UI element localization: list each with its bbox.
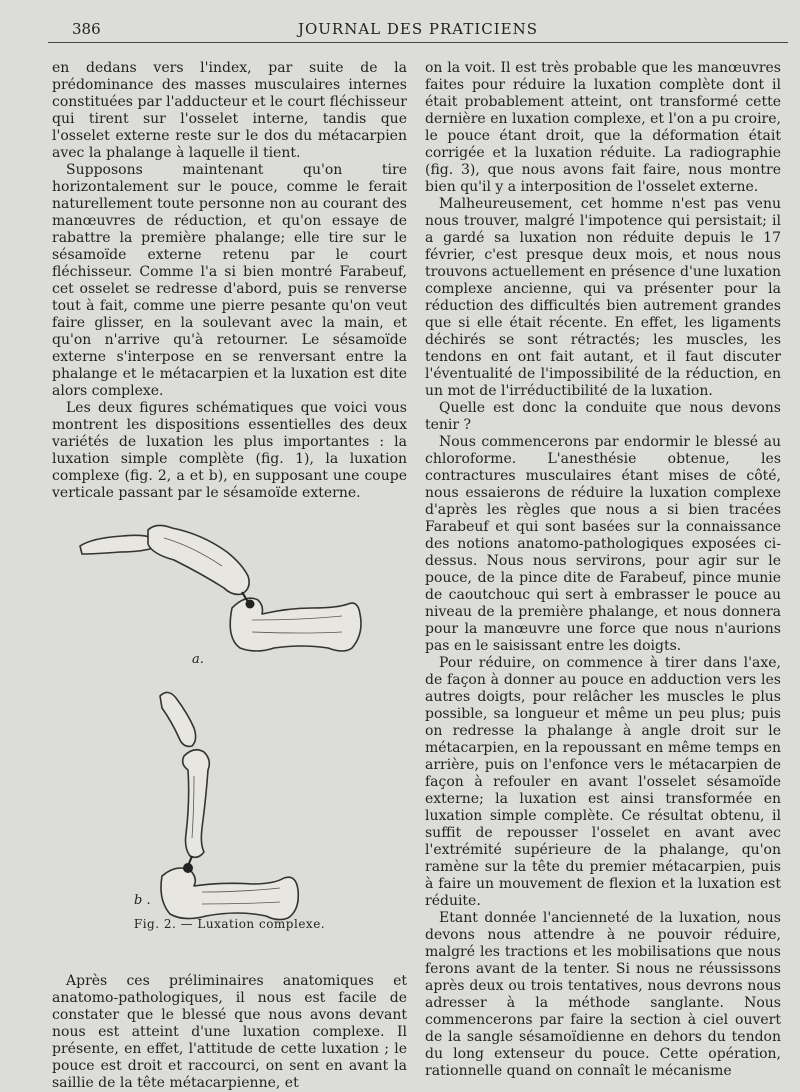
right-column bbox=[425, 60, 781, 1080]
figure-luxation-complexe bbox=[52, 508, 407, 963]
paragraph: en dedans vers l'index, par suite de la prédominance des masses musculaires internes constituées par l'adducteur et le court fléchisseur qui tirent sur l'osselet interne, tandis que l'osselet externe reste sur le dos du métacarpien avec la phalange à laquelle il tient. bbox=[52, 60, 407, 161]
left-column bbox=[52, 60, 407, 1092]
paragraph: Etant donnée l'ancienneté de la luxation, nous devons nous attendre à ne pouvoir réduire, malgré les tractions et les mobilisations que nous ferons avant de la tenter. Si nous ne réussissons après deux ou trois tentatives, nous devrons nous adresser à la méthode sanglante. Nous commencerons par faire la section à ciel ouvert de la sangle sésamoïdienne en dehors du tendon du long extenseur du pouce. Cette opération, rationnelle quand on connaît le mécanisme bbox=[425, 910, 781, 1079]
header-rule bbox=[48, 42, 788, 43]
paragraph: Les deux figures schématiques que voici vous montrent les dispositions essentielles des deux variétés de luxation les plus importantes : la luxation simple complète (fig. 1), la luxation complexe (fig. 2, a et b), en supposant une coupe verticale passant par le sésamoïde externe. bbox=[52, 400, 407, 501]
page-number: 386 bbox=[72, 20, 101, 38]
paragraph: Supposons maintenant qu'on tire horizontalement sur le pouce, comme le ferait naturellement toute personne non au courant des manœuvres de réduction, et qu'on essaye de rabattre la première phalange; elle tire sur le sésamoïde externe retenu par le court fléchisseur. Comme l'a si bien montré Farabeuf, cet osselet se redresse d'abord, puis se renverse tout à fait, comme une pierre pesante qu'on veut faire glisser, en la soulevant avec la main, et qu'on n'arrive qu'à retourner. Le sésamoïde externe s'interpose en se renversant entre la phalange et le métacarpien et la luxation est dite alors complexe. bbox=[52, 162, 407, 399]
bone-illustration bbox=[52, 508, 407, 963]
journal-title: JOURNAL DES PRATICIENS bbox=[297, 20, 539, 38]
paragraph: Nous commencerons par endormir le blessé au chloroforme. L'anesthésie obtenue, les contractures musculaires étant mises de côté, nous essaierons de réduire la luxation complexe d'après les règles que nous a si bien tracées Farabeuf et qui sont basées sur la connaissance des notions anatomo-pathologiques exposées ci-dessus. Nous nous servirons, pour agir sur le pouce, de la pince dite de Farabeuf, pince munie de caoutchouc qui sert à embrasser le pouce au niveau de la première phalange, et nous donnera pour la manœuvre une force que nous n'aurions pas en le saisissant entre les doigts. bbox=[425, 434, 781, 654]
paragraph: Malheureusement, cet homme n'est pas venu nous trouver, malgré l'impotence qui persistait; il a gardé sa luxation non réduite depuis le 17 février, c'est presque deux mois, et nous nous trouvons actuellement en présence d'une luxation complexe ancienne, qui va présenter pour la réduction des difficultés bien autrement grandes que si elle était récente. En effet, les ligaments déchirés se sont rétractés; les muscles, les tendons en ont fait autant, et il faut discuter l'éventualité de l'impossibilité de la réduction, en un mot de l'irréductibilité de la luxation. bbox=[425, 196, 781, 399]
paragraph: Pour réduire, on commence à tirer dans l'axe, de façon à donner au pouce en adduction vers les autres doigts, pour relâcher les muscles le plus possible, sa longueur et même un peu plus; puis on redresse la phalange à angle droit sur le métacarpien, en la repoussant en même temps en arrière, puis on l'enfonce vers le métacarpien de façon à refouler en avant l'osselet sésamoïde externe; la luxation est ainsi transformée en luxation simple complète. Ce résultat obtenu, il suffit de repousser l'osselet en avant avec l'extrémité supérieure de la phalange, qu'on ramène sur la tête du premier métacarpien, puis à faire un mouvement de flexion et la luxation est réduite. bbox=[425, 655, 781, 909]
figure-label-a: a. bbox=[192, 652, 204, 667]
paragraph: Après ces préliminaires anatomiques et anatomo-pathologiques, il nous est facile de constater que le blessé que nous avons devant nous est atteint d'une luxation complexe. Il présente, en effet, l'attitude de cette luxation ; le pouce est droit et raccourci, on sent en avant la saillie de la tête métacarpienne, et bbox=[52, 973, 407, 1091]
paragraph: Quelle est donc la conduite que nous devons tenir ? bbox=[425, 400, 781, 433]
figure-caption: Fig. 2. — Luxation complexe. bbox=[133, 917, 326, 931]
page-header bbox=[48, 20, 788, 42]
figure-label-b: b . bbox=[134, 893, 151, 908]
paragraph: on la voit. Il est très probable que les manœuvres faites pour réduire la luxation complète dont il était probablement atteint, ont transformé cette dernière en luxation complexe, et l'on a pu croire, le pouce étant droit, que la déformation était corrigée et la luxation réduite. La radiographie (fig. 3), que nous avons fait faire, nous montre bien qu'il y a interposition de l'osselet externe. bbox=[425, 60, 781, 195]
